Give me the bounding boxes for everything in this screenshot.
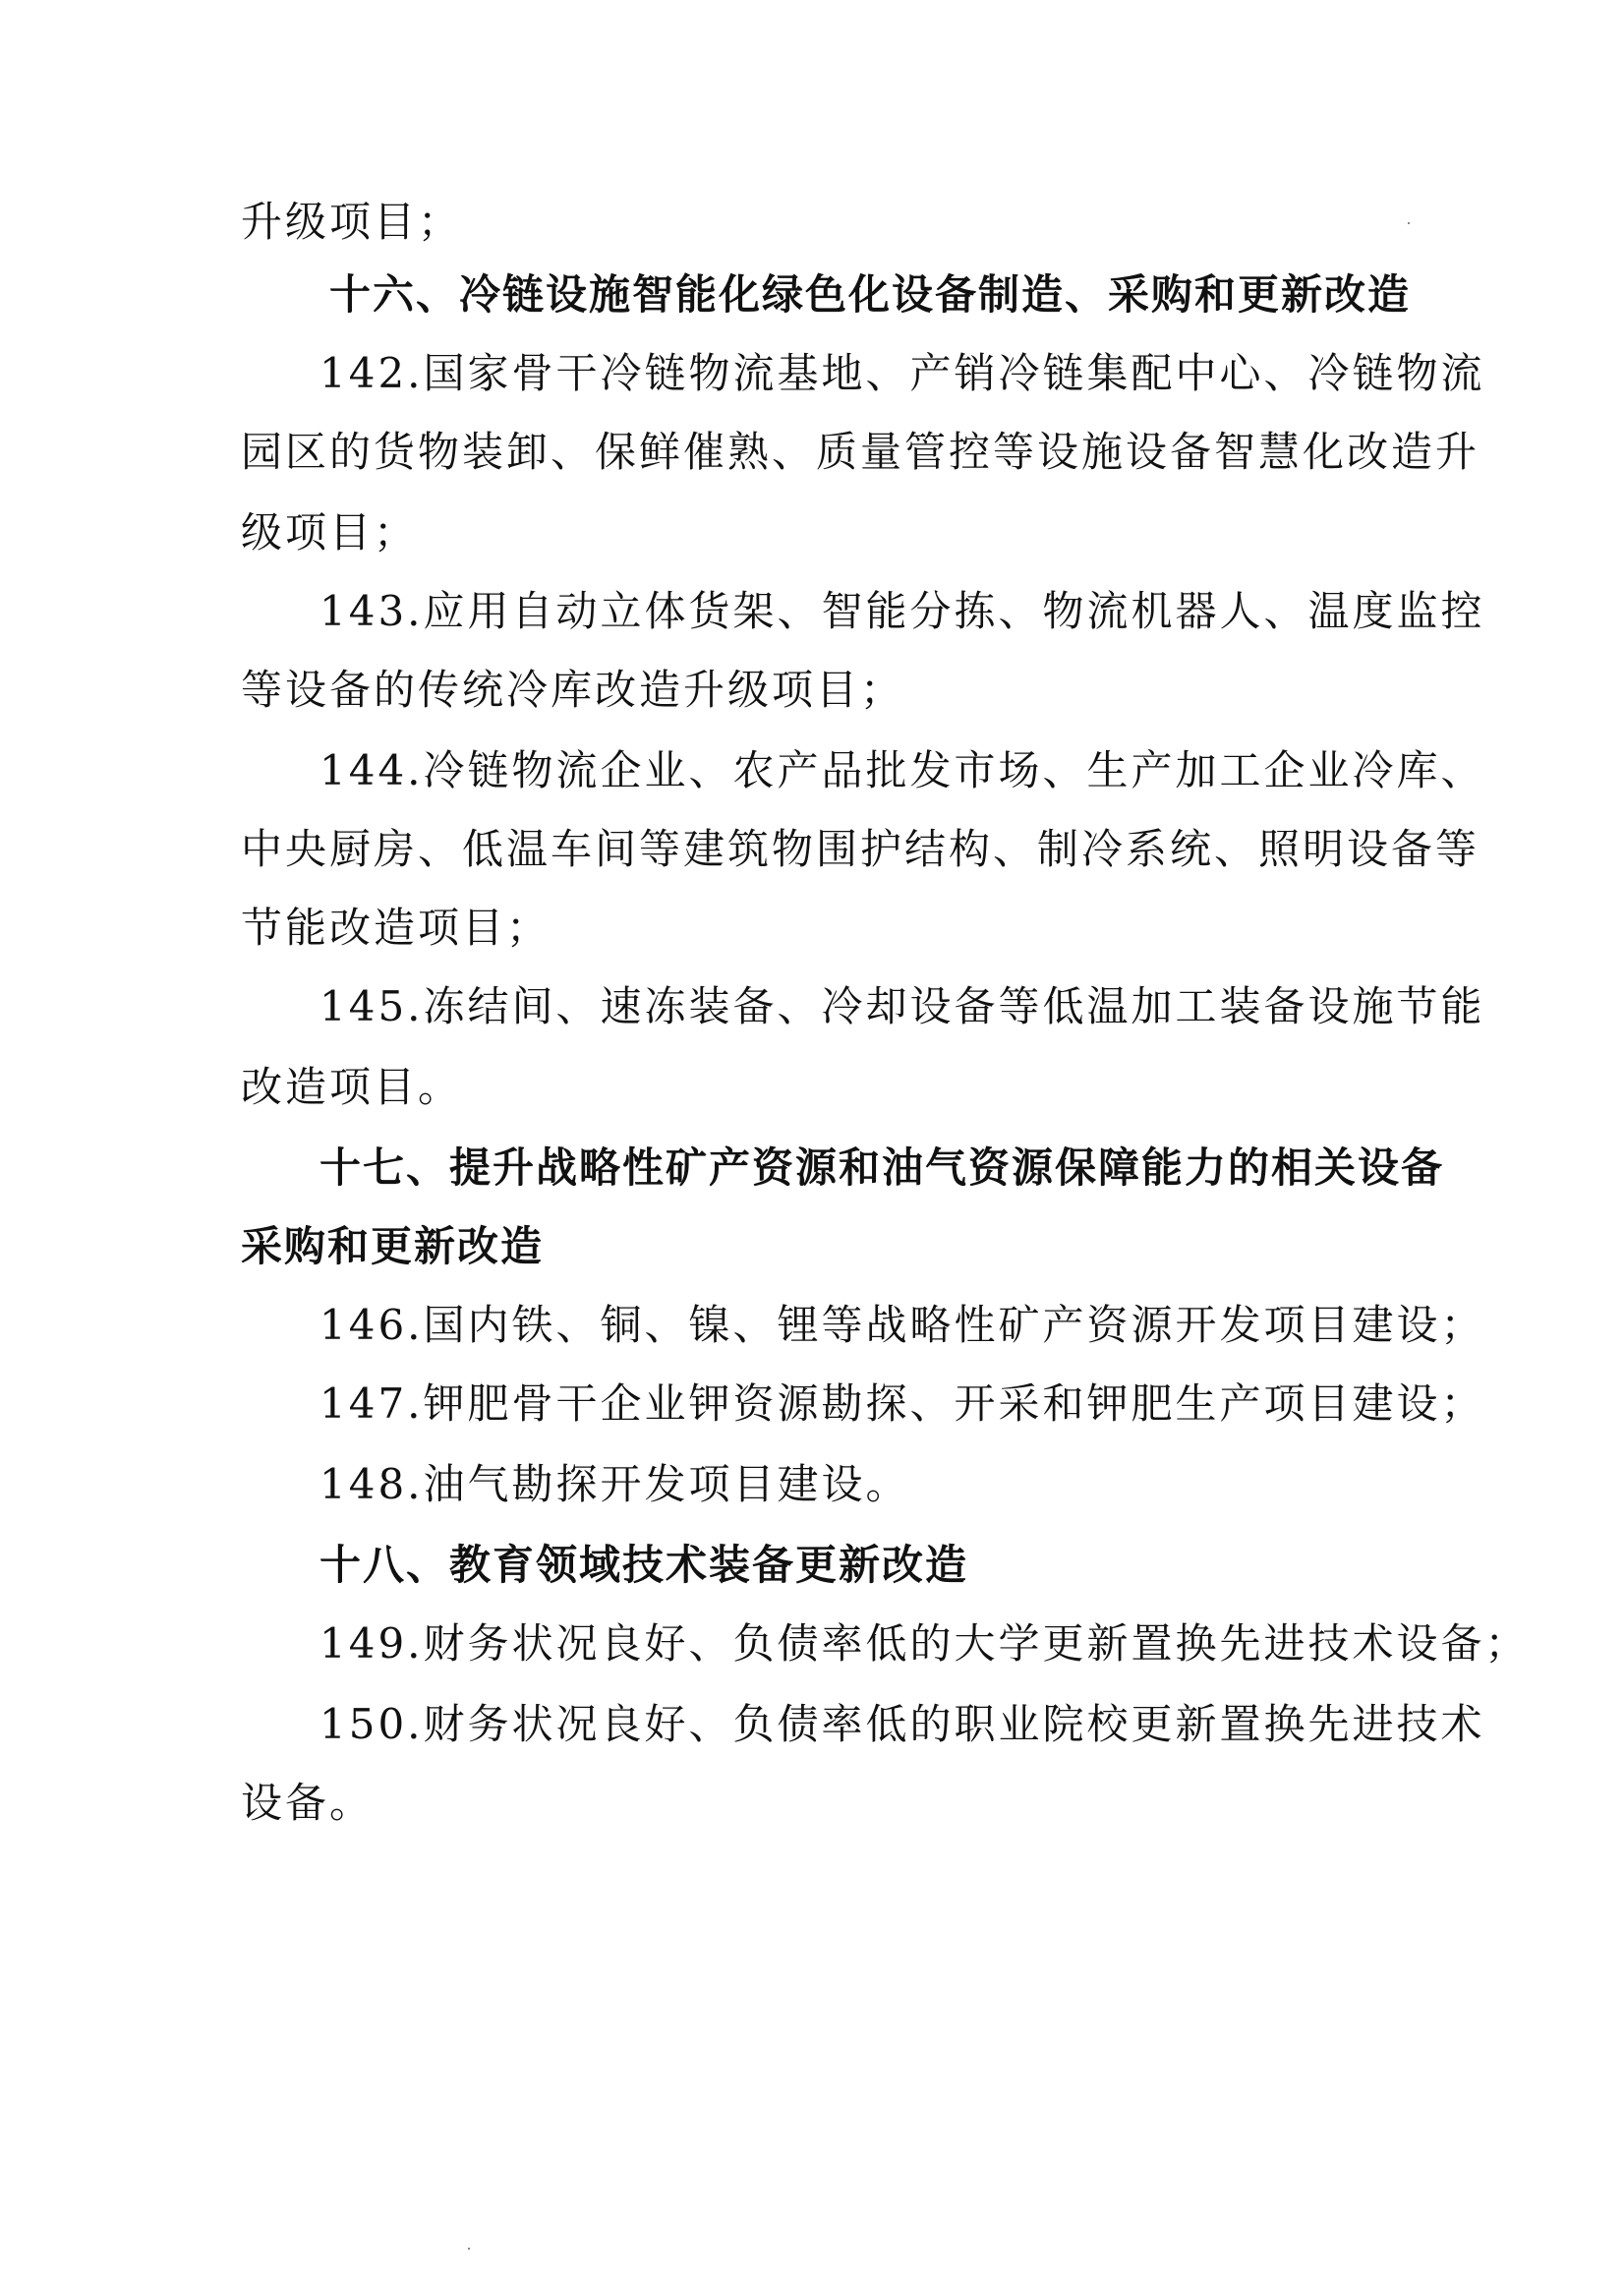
item-148: 148.油气勘探开发项目建设。 xyxy=(319,1460,910,1508)
section-heading-16: 十六、冷链设施智能化绿色化设备制造、采购和更新改造 xyxy=(329,270,1412,319)
scan-speck xyxy=(1408,222,1410,224)
item-150-line-1: 150.财务状况良好、负债率低的职业院校更新置换先进技术 xyxy=(319,1700,1485,1748)
item-147: 147.钾肥骨干企业钾资源勘探、开采和钾肥生产项目建设； xyxy=(319,1379,1485,1428)
item-145-line-1: 145.冻结间、速冻装备、冷却设备等低温加工装备设施节能 xyxy=(319,982,1485,1030)
item-145-line-2: 改造项目。 xyxy=(241,1063,463,1111)
item-150-line-2: 设备。 xyxy=(241,1779,375,1827)
item-142-line-1: 142.国家骨干冷链物流基地、产销冷链集配中心、冷链物流 xyxy=(319,349,1485,397)
text-line-continuation: 升级项目； xyxy=(241,198,463,246)
item-143-line-2: 等设备的传统冷库改造升级项目； xyxy=(241,666,905,714)
section-heading-18: 十八、教育领域技术装备更新改造 xyxy=(319,1541,969,1589)
section-heading-17-line-1: 十七、提升战略性矿产资源和油气资源保障能力的相关设备 xyxy=(319,1143,1445,1192)
item-144-line-3: 节能改造项目； xyxy=(241,904,551,952)
scan-speck xyxy=(468,2248,470,2250)
item-144-line-2: 中央厨房、低温车间等建筑物围护结构、制冷系统、照明设备等 xyxy=(241,825,1480,873)
section-heading-17-line-2: 采购和更新改造 xyxy=(241,1222,545,1270)
item-142-line-3: 级项目； xyxy=(241,508,419,557)
item-142-line-2: 园区的货物装卸、保鲜催熟、质量管控等设施设备智慧化改造升 xyxy=(241,428,1480,476)
item-144-line-1: 144.冷链物流企业、农产品批发市场、生产加工企业冷库、 xyxy=(319,746,1485,794)
item-146: 146.国内铁、铜、镍、锂等战略性矿产资源开发项目建设； xyxy=(319,1301,1485,1349)
item-149: 149.财务状况良好、负债率低的大学更新置换先进技术设备； xyxy=(319,1619,1530,1668)
item-143-line-1: 143.应用自动立体货架、智能分拣、物流机器人、温度监控 xyxy=(319,587,1485,635)
